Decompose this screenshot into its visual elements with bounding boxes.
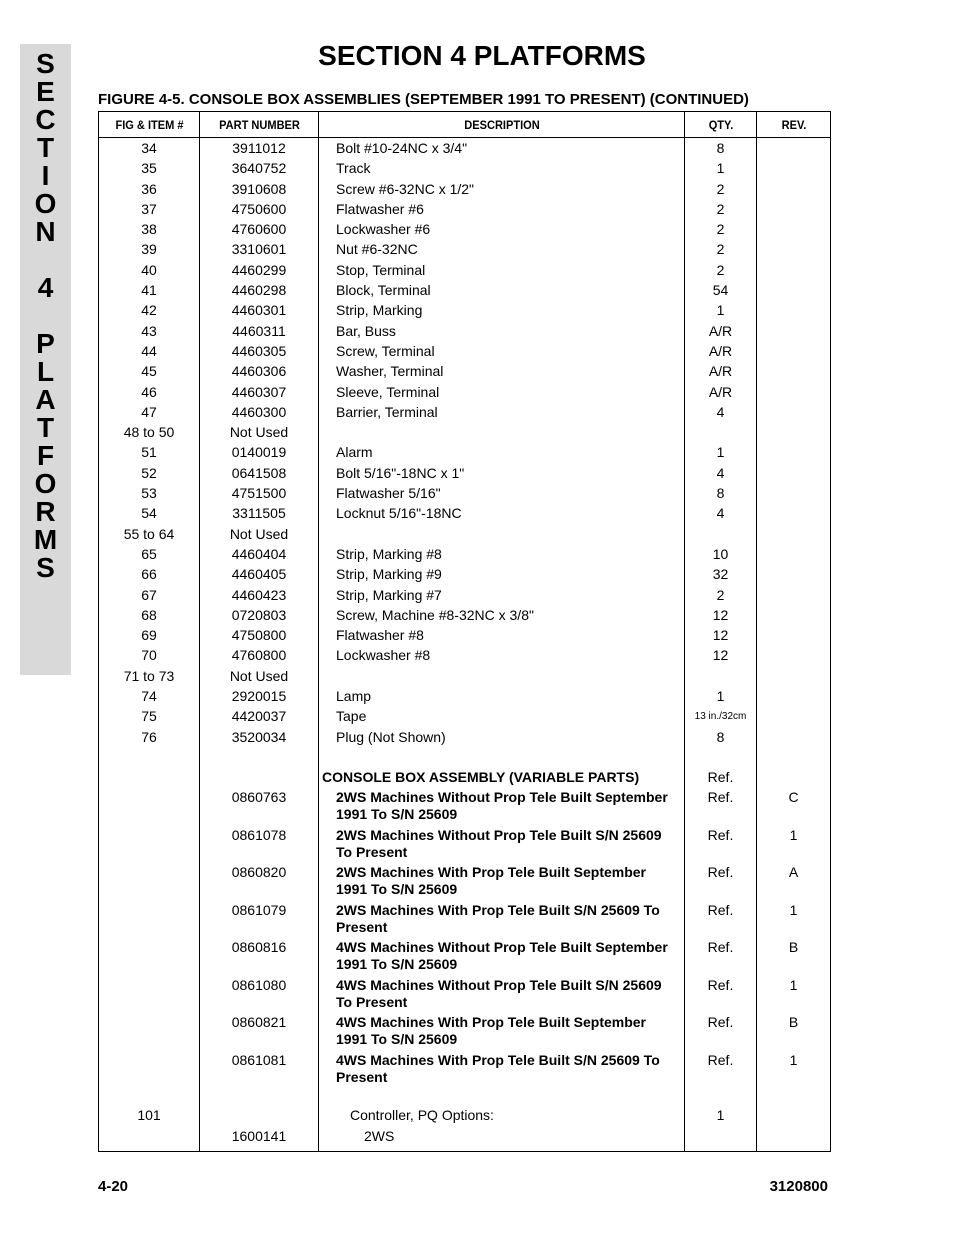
table-row	[99, 749, 831, 769]
header-description: DESCRIPTION	[333, 112, 670, 138]
side-tab-letter: T	[36, 132, 55, 163]
cell-part: 4420037	[200, 708, 319, 728]
cell-rev	[757, 587, 831, 607]
cell-fig: 71 to 73	[99, 668, 200, 688]
table-row	[99, 902, 831, 940]
cell-fig: 66	[99, 566, 200, 586]
cell-part: 0861081	[200, 1052, 319, 1090]
parts-table-body	[99, 138, 831, 1152]
cell-fig	[99, 864, 200, 902]
cell-fig: 54	[99, 505, 200, 525]
cell-rev	[757, 688, 831, 708]
cell-desc: Tape	[319, 708, 685, 728]
table-row	[99, 1128, 831, 1152]
cell-rev: 1	[757, 1052, 831, 1090]
cell-part: 4460311	[200, 323, 319, 343]
cell-qty: 12	[685, 647, 757, 667]
cell-part: 3520034	[200, 729, 319, 749]
table-row	[99, 363, 831, 383]
cell-desc	[319, 526, 685, 546]
cell-rev	[757, 404, 831, 424]
table-row	[99, 201, 831, 221]
section-tab-letters	[20, 50, 71, 582]
cell-desc: Flatwasher 5/16"	[319, 485, 685, 505]
cell-fig: 43	[99, 323, 200, 343]
cell-qty: A/R	[685, 343, 757, 363]
cell-fig: 53	[99, 485, 200, 505]
side-tab-letter: S	[36, 48, 55, 79]
cell-part: 3311505	[200, 505, 319, 525]
cell-desc: Washer, Terminal	[319, 363, 685, 383]
cell-fig: 34	[99, 138, 200, 161]
table-row	[99, 977, 831, 1015]
cell-desc: Bolt #10-24NC x 3/4"	[319, 138, 685, 161]
cell-qty: 54	[685, 282, 757, 302]
cell-part: 4760800	[200, 647, 319, 667]
cell-desc: 4WS Machines With Prop Tele Built September 1991 To S/N 25609	[319, 1014, 685, 1052]
cell-qty: Ref.	[685, 789, 757, 827]
side-tab-letter: T	[36, 412, 55, 443]
cell-rev	[757, 729, 831, 749]
cell-desc	[319, 749, 685, 769]
cell-qty: Ref.	[685, 827, 757, 865]
cell-part: 3310601	[200, 241, 319, 261]
cell-desc: 4WS Machines With Prop Tele Built S/N 25609 To Present	[319, 1052, 685, 1090]
side-tab-letter: C	[35, 104, 56, 135]
cell-qty: Ref.	[685, 864, 757, 902]
cell-rev	[757, 1128, 831, 1152]
cell-qty: 12	[685, 607, 757, 627]
cell-qty	[685, 526, 757, 546]
cell-fig: 47	[99, 404, 200, 424]
cell-desc: Controller, PQ Options:	[319, 1107, 685, 1127]
cell-rev	[757, 749, 831, 769]
cell-part: 4460307	[200, 384, 319, 404]
side-tab-letter: I	[41, 160, 50, 191]
cell-part: 4460405	[200, 566, 319, 586]
document-number: 3120800	[769, 1178, 828, 1195]
table-row	[99, 1107, 831, 1127]
table-row	[99, 627, 831, 647]
side-tab-letter: A	[35, 384, 56, 415]
cell-part: Not Used	[200, 424, 319, 444]
cell-part: 4460299	[200, 262, 319, 282]
cell-fig: 36	[99, 181, 200, 201]
cell-qty: A/R	[685, 363, 757, 383]
cell-desc: Bolt 5/16"-18NC x 1"	[319, 465, 685, 485]
table-row	[99, 384, 831, 404]
table-row	[99, 424, 831, 444]
table-row	[99, 688, 831, 708]
cell-qty	[685, 749, 757, 769]
cell-qty: 13 in./32cm	[685, 708, 757, 728]
cell-fig: 39	[99, 241, 200, 261]
cell-rev	[757, 1089, 831, 1107]
cell-qty	[685, 1089, 757, 1107]
table-row	[99, 323, 831, 343]
cell-part: 0861078	[200, 827, 319, 865]
cell-rev	[757, 526, 831, 546]
cell-qty: 1	[685, 160, 757, 180]
cell-qty: 2	[685, 221, 757, 241]
cell-part: 0720803	[200, 607, 319, 627]
cell-qty: 2	[685, 262, 757, 282]
side-tab-letter: F	[36, 440, 55, 471]
table-row	[99, 343, 831, 363]
header-part-number: PART NUMBER	[204, 112, 313, 138]
cell-fig	[99, 749, 200, 769]
cell-qty: 4	[685, 505, 757, 525]
cell-fig	[99, 789, 200, 827]
cell-qty: 8	[685, 485, 757, 505]
cell-fig: 68	[99, 607, 200, 627]
cell-fig: 44	[99, 343, 200, 363]
side-tab-letter: S	[36, 552, 55, 583]
cell-part	[200, 1107, 319, 1127]
table-row	[99, 1089, 831, 1107]
cell-fig	[99, 769, 200, 789]
cell-desc: 2WS Machines With Prop Tele Built September 1991 To S/N 25609	[319, 864, 685, 902]
table-row	[99, 526, 831, 546]
cell-part: Not Used	[200, 526, 319, 546]
cell-fig: 48 to 50	[99, 424, 200, 444]
side-tab-letter: R	[35, 496, 56, 527]
cell-qty: 4	[685, 404, 757, 424]
table-row	[99, 160, 831, 180]
cell-fig: 65	[99, 546, 200, 566]
cell-fig: 37	[99, 201, 200, 221]
side-tab-letter: L	[36, 356, 55, 387]
page-number: 4-20	[98, 1178, 129, 1195]
cell-desc	[319, 668, 685, 688]
cell-desc: Bar, Buss	[319, 323, 685, 343]
cell-qty	[685, 424, 757, 444]
cell-qty: 1	[685, 1107, 757, 1127]
table-row	[99, 546, 831, 566]
cell-rev: C	[757, 789, 831, 827]
cell-qty: Ref.	[685, 902, 757, 940]
cell-fig	[99, 1014, 200, 1052]
cell-part: 1600141	[200, 1128, 319, 1152]
side-tab-letter: E	[36, 76, 55, 107]
cell-rev	[757, 384, 831, 404]
cell-fig	[99, 827, 200, 865]
cell-part: 4460306	[200, 363, 319, 383]
cell-desc: Strip, Marking	[319, 302, 685, 322]
cell-rev	[757, 627, 831, 647]
cell-desc	[319, 1089, 685, 1107]
cell-rev	[757, 668, 831, 688]
table-row	[99, 587, 831, 607]
cell-desc: 2WS	[319, 1128, 685, 1152]
cell-qty	[685, 1128, 757, 1152]
cell-desc: Plug (Not Shown)	[319, 729, 685, 749]
cell-qty: A/R	[685, 384, 757, 404]
cell-desc: Flatwasher #6	[319, 201, 685, 221]
cell-rev: A	[757, 864, 831, 902]
cell-part: 4460423	[200, 587, 319, 607]
table-row	[99, 708, 831, 728]
cell-rev: 1	[757, 827, 831, 865]
side-tab-letter: P	[36, 328, 55, 359]
cell-qty: Ref.	[685, 939, 757, 977]
cell-rev: 1	[757, 902, 831, 940]
cell-desc: Strip, Marking #8	[319, 546, 685, 566]
cell-rev	[757, 465, 831, 485]
cell-rev	[757, 160, 831, 180]
cell-rev	[757, 323, 831, 343]
side-tab-letter: 4	[37, 272, 54, 303]
table-row	[99, 729, 831, 749]
cell-qty: Ref.	[685, 1052, 757, 1090]
cell-qty: 8	[685, 729, 757, 749]
cell-fig: 52	[99, 465, 200, 485]
cell-desc: Strip, Marking #7	[319, 587, 685, 607]
cell-qty: 2	[685, 181, 757, 201]
cell-fig: 41	[99, 282, 200, 302]
cell-qty: 1	[685, 688, 757, 708]
cell-rev	[757, 647, 831, 667]
cell-part: 0860816	[200, 939, 319, 977]
cell-desc: 4WS Machines Without Prop Tele Built September 1991 To S/N 25609	[319, 939, 685, 977]
cell-qty: 8	[685, 138, 757, 161]
cell-fig	[99, 977, 200, 1015]
cell-part: 0860821	[200, 1014, 319, 1052]
table-row	[99, 181, 831, 201]
cell-part: 0861080	[200, 977, 319, 1015]
cell-rev	[757, 138, 831, 161]
cell-desc: Track	[319, 160, 685, 180]
cell-rev: 1	[757, 977, 831, 1015]
cell-desc: Strip, Marking #9	[319, 566, 685, 586]
cell-qty	[685, 668, 757, 688]
cell-fig: 42	[99, 302, 200, 322]
cell-fig	[99, 1052, 200, 1090]
cell-rev	[757, 485, 831, 505]
cell-fig: 55 to 64	[99, 526, 200, 546]
cell-fig	[99, 1128, 200, 1152]
cell-rev	[757, 505, 831, 525]
cell-fig: 69	[99, 627, 200, 647]
cell-part: 0860763	[200, 789, 319, 827]
cell-qty: Ref.	[685, 769, 757, 789]
cell-desc: 2WS Machines Without Prop Tele Built S/N 25609 To Present	[319, 827, 685, 865]
table-header-row	[99, 112, 831, 138]
table-row	[99, 1014, 831, 1052]
table-row	[99, 1052, 831, 1090]
cell-part: 3910608	[200, 181, 319, 201]
cell-qty: Ref.	[685, 977, 757, 1015]
table-row	[99, 262, 831, 282]
cell-part: 4760600	[200, 221, 319, 241]
cell-rev	[757, 282, 831, 302]
table-row	[99, 138, 831, 161]
cell-qty: 1	[685, 302, 757, 322]
cell-part: 4460298	[200, 282, 319, 302]
cell-rev	[757, 546, 831, 566]
cell-desc: Alarm	[319, 444, 685, 464]
table-row	[99, 769, 831, 789]
cell-desc: Lockwasher #8	[319, 647, 685, 667]
table-row	[99, 668, 831, 688]
cell-fig	[99, 939, 200, 977]
cell-qty: 12	[685, 627, 757, 647]
cell-fig: 45	[99, 363, 200, 383]
table-row	[99, 789, 831, 827]
cell-desc: Sleeve, Terminal	[319, 384, 685, 404]
table-row	[99, 939, 831, 977]
cell-desc: Screw, Terminal	[319, 343, 685, 363]
cell-rev	[757, 444, 831, 464]
cell-qty: 10	[685, 546, 757, 566]
table-row	[99, 241, 831, 261]
cell-qty: 4	[685, 465, 757, 485]
table-row	[99, 302, 831, 322]
cell-part: 2920015	[200, 688, 319, 708]
table-row	[99, 465, 831, 485]
parts-table	[98, 111, 831, 1152]
cell-part: 3640752	[200, 160, 319, 180]
cell-rev: B	[757, 939, 831, 977]
side-tab-letter: O	[34, 188, 57, 219]
cell-fig	[99, 902, 200, 940]
cell-rev	[757, 1107, 831, 1127]
cell-part: 0140019	[200, 444, 319, 464]
cell-fig: 40	[99, 262, 200, 282]
cell-desc: Barrier, Terminal	[319, 404, 685, 424]
cell-rev	[757, 424, 831, 444]
cell-fig: 101	[99, 1107, 200, 1127]
cell-fig: 51	[99, 444, 200, 464]
cell-qty: 2	[685, 241, 757, 261]
cell-part: 4460404	[200, 546, 319, 566]
cell-part: 0641508	[200, 465, 319, 485]
cell-part	[200, 1089, 319, 1107]
figure-title: FIGURE 4-5. CONSOLE BOX ASSEMBLIES (SEPTEMBER 1991 TO PRESENT) (CONTINUED)	[98, 91, 749, 108]
cell-part	[200, 769, 319, 789]
cell-desc: Lamp	[319, 688, 685, 708]
cell-desc: Block, Terminal	[319, 282, 685, 302]
cell-fig: 46	[99, 384, 200, 404]
cell-fig: 67	[99, 587, 200, 607]
table-row	[99, 607, 831, 627]
table-row	[99, 647, 831, 667]
cell-fig	[99, 1089, 200, 1107]
table-row	[99, 282, 831, 302]
cell-rev	[757, 241, 831, 261]
cell-rev	[757, 343, 831, 363]
cell-part: Not Used	[200, 668, 319, 688]
cell-rev	[757, 708, 831, 728]
cell-desc: Locknut 5/16"-18NC	[319, 505, 685, 525]
cell-desc	[319, 424, 685, 444]
cell-part	[200, 749, 319, 769]
cell-rev: B	[757, 1014, 831, 1052]
cell-part: 4460301	[200, 302, 319, 322]
cell-fig: 74	[99, 688, 200, 708]
cell-part: 4751500	[200, 485, 319, 505]
header-rev: REV.	[759, 112, 827, 138]
cell-fig: 35	[99, 160, 200, 180]
cell-qty: A/R	[685, 323, 757, 343]
table-row	[99, 404, 831, 424]
cell-rev	[757, 769, 831, 789]
cell-rev	[757, 221, 831, 241]
cell-rev	[757, 201, 831, 221]
cell-desc: CONSOLE BOX ASSEMBLY (VARIABLE PARTS)	[319, 769, 685, 789]
page-title: SECTION 4 PLATFORMS	[318, 40, 646, 71]
cell-desc: Stop, Terminal	[319, 262, 685, 282]
cell-rev	[757, 607, 831, 627]
cell-qty: 2	[685, 201, 757, 221]
cell-qty: Ref.	[685, 1014, 757, 1052]
cell-desc: 2WS Machines Without Prop Tele Built September 1991 To S/N 25609	[319, 789, 685, 827]
table-row	[99, 827, 831, 865]
header-qty: QTY.	[687, 112, 753, 138]
side-tab-letter: N	[35, 216, 56, 247]
cell-fig: 76	[99, 729, 200, 749]
cell-desc: Screw #6-32NC x 1/2"	[319, 181, 685, 201]
cell-desc: Flatwasher #8	[319, 627, 685, 647]
table-row	[99, 864, 831, 902]
cell-part: 0861079	[200, 902, 319, 940]
table-row	[99, 444, 831, 464]
cell-rev	[757, 302, 831, 322]
cell-desc: Screw, Machine #8-32NC x 3/8"	[319, 607, 685, 627]
cell-desc: Lockwasher #6	[319, 221, 685, 241]
cell-fig: 75	[99, 708, 200, 728]
cell-desc: Nut #6-32NC	[319, 241, 685, 261]
cell-rev	[757, 363, 831, 383]
side-tab-letter: M	[33, 524, 58, 555]
table-row	[99, 566, 831, 586]
cell-part: 4460305	[200, 343, 319, 363]
side-tab-letter: O	[34, 468, 57, 499]
header-fig-item: FIG & ITEM #	[103, 112, 196, 138]
cell-part: 4750600	[200, 201, 319, 221]
cell-qty: 1	[685, 444, 757, 464]
cell-part: 3911012	[200, 138, 319, 161]
cell-fig: 38	[99, 221, 200, 241]
cell-rev	[757, 262, 831, 282]
cell-part: 4460300	[200, 404, 319, 424]
cell-rev	[757, 181, 831, 201]
cell-desc: 2WS Machines With Prop Tele Built S/N 25609 To Present	[319, 902, 685, 940]
cell-part: 4750800	[200, 627, 319, 647]
table-row	[99, 221, 831, 241]
table-row	[99, 505, 831, 525]
cell-rev	[757, 566, 831, 586]
cell-qty: 32	[685, 566, 757, 586]
cell-desc: 4WS Machines Without Prop Tele Built S/N 25609 To Present	[319, 977, 685, 1015]
cell-part: 0860820	[200, 864, 319, 902]
table-row	[99, 485, 831, 505]
cell-fig: 70	[99, 647, 200, 667]
cell-qty: 2	[685, 587, 757, 607]
